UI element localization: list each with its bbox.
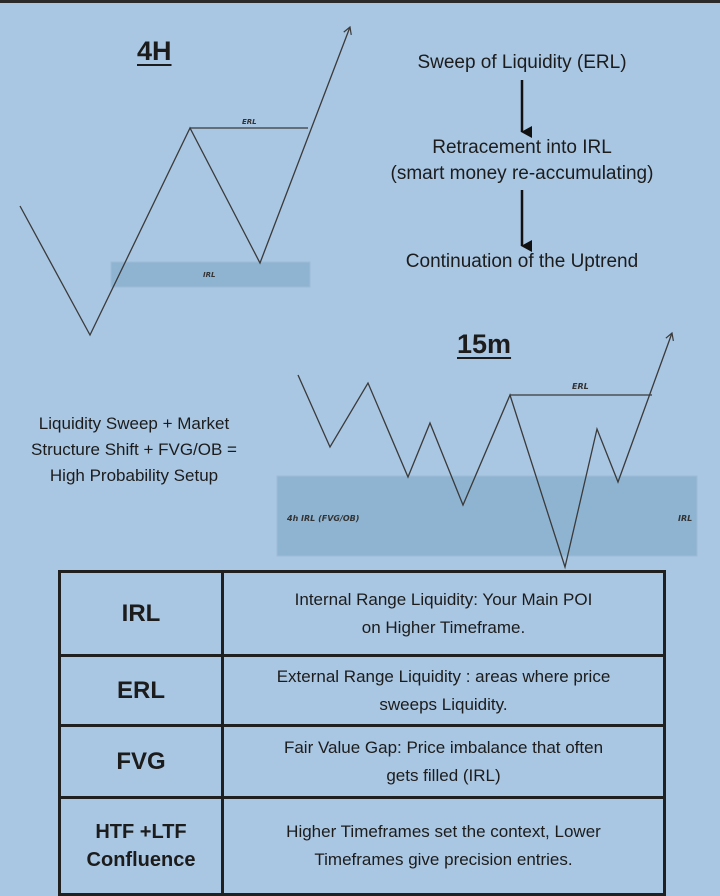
erl-label-4h: ERL (242, 118, 257, 126)
setup-note (14, 411, 254, 489)
glossary-term: FVG (60, 726, 223, 798)
zone-label-left-15m: 4h IRL (FVG/OB) (287, 514, 360, 523)
title-4h: 4H (137, 36, 172, 66)
definition-line: sweeps Liquidity. (379, 694, 508, 714)
definition-line: gets filled (IRL) (386, 765, 501, 785)
glossary-definition (223, 572, 665, 656)
glossary-term: IRL (60, 572, 223, 656)
irl-label-4h: IRL (203, 271, 216, 279)
glossary-definition (223, 656, 665, 726)
glossary-row (60, 798, 665, 895)
glossary-definition (223, 798, 665, 895)
definition-line: Higher Timeframes set the context, Lower (286, 822, 601, 841)
flow-step-retracement-line2: (smart money re-accumulating) (390, 163, 654, 184)
flow-step-retracement (352, 135, 692, 187)
setup-note-line2: Structure Shift + FVG/OB = (31, 440, 237, 459)
glossary-row (60, 726, 665, 798)
definition-line: External Range Liquidity : areas where price (276, 666, 611, 686)
flow-step-retracement-line1: Retracement into IRL (432, 137, 612, 158)
title-15m: 15m (457, 329, 512, 359)
flow-step-continuation: Continuation of the Uptrend (405, 251, 639, 272)
glossary-row (60, 656, 665, 726)
definition-line: Timeframes give precision entries. (314, 850, 573, 869)
chart-4h (20, 27, 350, 335)
definition-line: Internal Range Liquidity: Your Main POI (294, 589, 593, 609)
term-line: HTF +LTF (95, 821, 187, 843)
definition-line: Fair Value Gap: Price imbalance that often (283, 737, 604, 757)
glossary-term: ERL (60, 656, 223, 726)
definition-line: on Higher Timeframe. (361, 617, 526, 637)
chart-15m (277, 333, 697, 567)
flow-step-sweep: Sweep of Liquidity (ERL) (417, 52, 627, 73)
glossary-table (58, 570, 666, 896)
price-path-4h (20, 27, 350, 335)
setup-note-line1: Liquidity Sweep + Market (38, 414, 230, 433)
term-line: Confluence (86, 849, 196, 871)
erl-label-15m: ERL (572, 382, 589, 391)
glossary-row (60, 572, 665, 656)
setup-note-line3: High Probability Setup (49, 466, 219, 485)
glossary-term (60, 798, 223, 895)
glossary-definition (223, 726, 665, 798)
zone-label-right-15m: IRL (678, 514, 693, 523)
